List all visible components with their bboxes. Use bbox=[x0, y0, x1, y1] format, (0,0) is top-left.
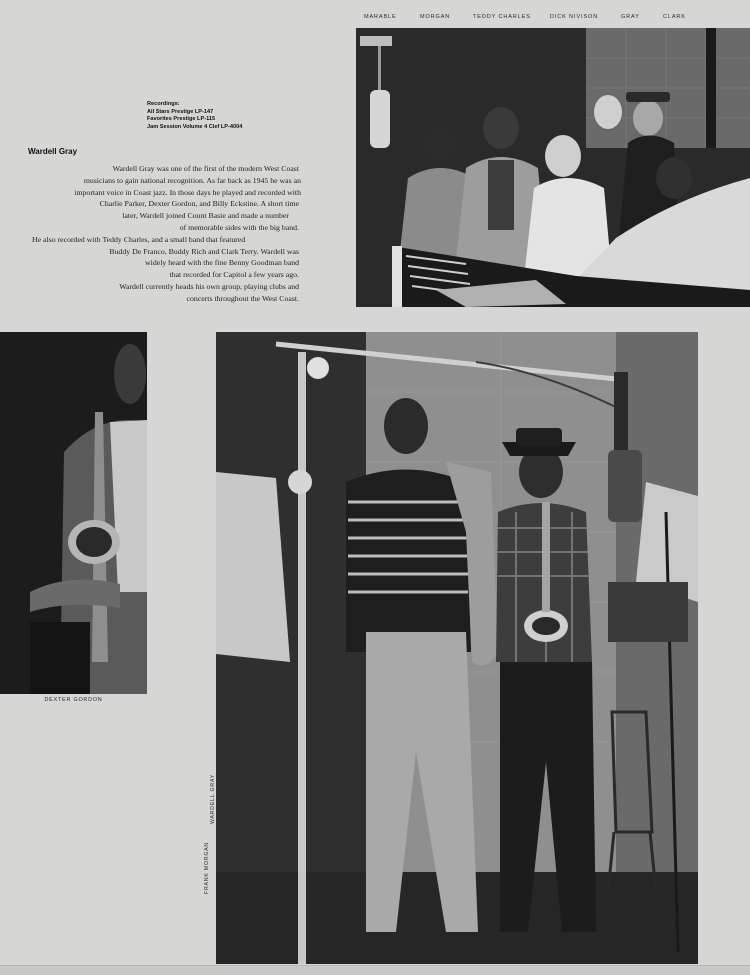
recordings-heading: Recordings: bbox=[147, 101, 180, 107]
caption-name: MORGAN bbox=[420, 14, 451, 20]
body-line: musicians to gain national recognition. As far back as 1945 he was an bbox=[83, 175, 301, 185]
photo-frank-morgan-wardell-gray bbox=[216, 332, 698, 964]
duo-saxophonists-illustration bbox=[216, 332, 698, 964]
group-photo-illustration bbox=[356, 28, 750, 307]
photo-caption-names bbox=[356, 14, 750, 24]
body-line: important voice in Coast jazz. In those days he played and recorded with bbox=[74, 187, 301, 197]
body-line: Charlie Parker, Dexter Gordon, and Billy Eckstine. A short time bbox=[99, 199, 299, 209]
caption-wardell-gray: WARDELL GRAY bbox=[210, 773, 216, 824]
photo-dexter-gordon bbox=[0, 332, 147, 694]
photo-group-session bbox=[356, 28, 750, 307]
section-title: Wardell Gray bbox=[28, 147, 78, 156]
vertical-captions bbox=[200, 770, 214, 895]
body-line: Wardell currently heads his own group, playing clubs and bbox=[119, 281, 299, 291]
caption-dexter-gordon: DEXTER GORDON bbox=[44, 697, 103, 703]
body-line: widely heard with the fine Benny Goodman band bbox=[145, 258, 299, 268]
caption-frank-morgan: FRANK MORGAN bbox=[204, 842, 210, 894]
recordings-list bbox=[147, 101, 297, 131]
body-line: Wardell Gray was one of the first of the modern West Coast bbox=[112, 164, 299, 173]
body-line: He also recorded with Teddy Charles, and a small band that featured bbox=[32, 234, 246, 244]
recording-item: Jam Session Volume 4 Clef LP-4004 bbox=[147, 123, 243, 130]
body-line: later, Wardell joined Count Basie and made a number bbox=[122, 211, 289, 221]
caption-name: CLARK bbox=[663, 14, 686, 20]
saxophonist-illustration bbox=[0, 332, 147, 694]
recording-item: All Stars Prestige LP-147 bbox=[147, 108, 214, 115]
recording-item: Favorites Prestige LP-115 bbox=[147, 116, 216, 123]
caption-name: MARABLE bbox=[364, 14, 397, 20]
caption-name: TEDDY CHARLES bbox=[473, 14, 531, 20]
body-line: that recorded for Capitol a few years ago. bbox=[169, 270, 299, 280]
caption-name: DICK NIVISON bbox=[550, 14, 599, 20]
caption-name: GRAY bbox=[621, 14, 640, 20]
body-line: concerts throughout the West Coast. bbox=[186, 293, 299, 303]
bottom-strip bbox=[0, 966, 750, 975]
biography-text bbox=[20, 163, 301, 305]
body-line: Buddy De Franco, Buddy Rich and Clark Terry. Wardell was bbox=[109, 246, 299, 256]
body-line: of memorable sides with the big band. bbox=[179, 222, 299, 232]
